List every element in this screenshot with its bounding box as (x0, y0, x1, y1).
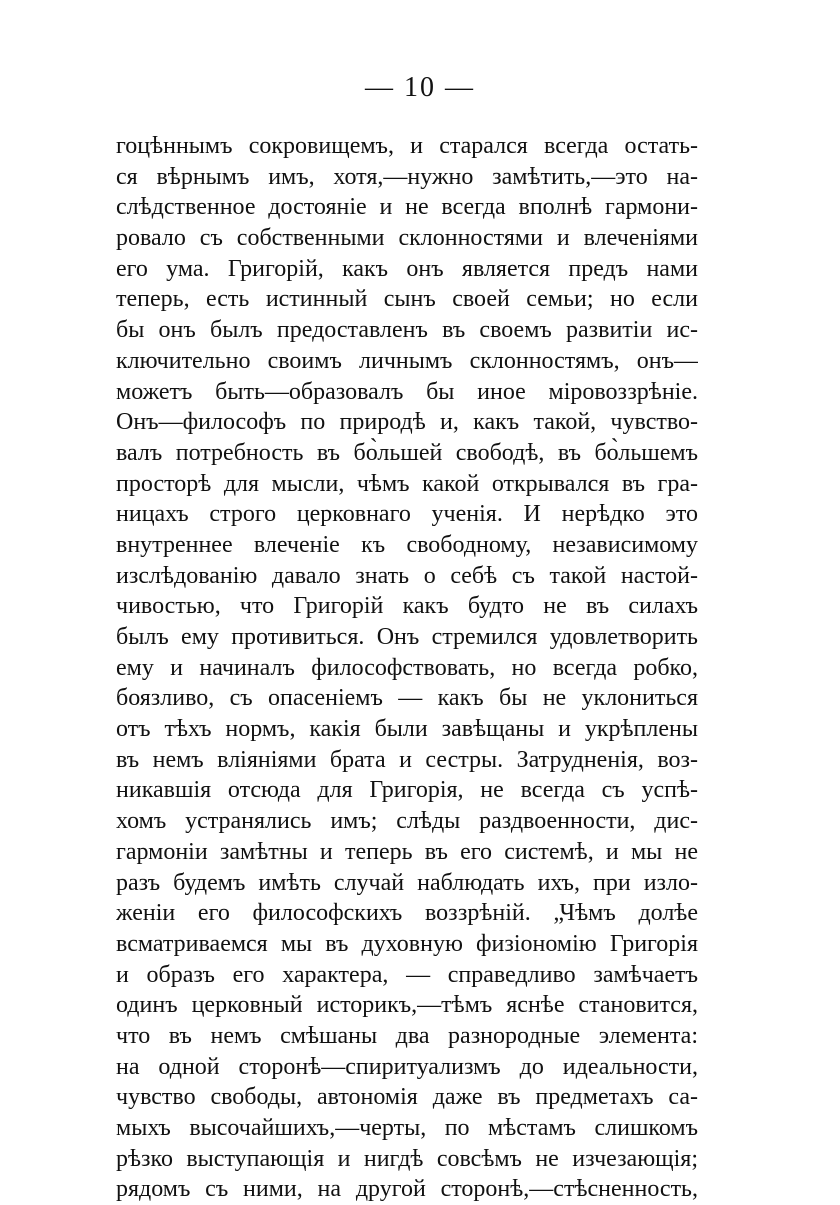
text-line: никавшія отсюда для Григорія, не всегда съ успѣ- (116, 777, 698, 804)
text-line: теперь, есть истинный сынъ своей семьи; но если (116, 286, 698, 313)
text-line: изслѣдованію давало знать о себѣ съ такой настой- (116, 562, 698, 589)
text-line: боязливо, съ опасеніемъ — какъ бы не уклониться (116, 685, 698, 712)
text-line: одинъ церковный историкъ,—тѣмъ яснѣе становится, (116, 992, 698, 1019)
text-line: ровало съ собственными склонностями и влеченіями (116, 225, 698, 252)
text-line: слѣдственное достояніе и не всегда вполнѣ гармони- (116, 194, 698, 221)
text-line: валъ потребность въ бо̀льшей свободѣ, въ бо̀льшемъ (116, 439, 698, 466)
text-line: его ума. Григорій, какъ онъ является предъ нами (116, 255, 698, 282)
text-line: разъ будемъ имѣть случай наблюдать ихъ, при изло- (116, 869, 698, 896)
text-line: былъ ему противиться. Онъ стремился удовлетворить (116, 624, 698, 650)
text-line: всматриваемся мы въ духовную физіономію Григорія (116, 930, 698, 957)
text-line: можетъ быть—образовалъ бы иное міровоззрѣніе. (116, 378, 698, 405)
text-line: рѣзко выступающія и нигдѣ совсѣмъ не изчезающія; (116, 1145, 698, 1172)
text-line: чувство свободы, автономія даже въ предметахъ са- (116, 1084, 698, 1111)
text-line: просторѣ для мысли, чѣмъ какой открывался въ гра- (116, 470, 698, 497)
text-line: чивостью, что Григорій какъ будто не въ силахъ (116, 593, 698, 620)
text-line: гармоніи замѣтны и теперь въ его системѣ, и мы не (116, 838, 698, 865)
text-line: мыхъ высочайшихъ,—черты, по мѣстамъ слишкомъ (116, 1115, 698, 1141)
text-line: внутреннее влеченіе къ свободному, независимому (116, 531, 698, 558)
text-line: отъ тѣхъ нормъ, какія были завѣщаны и укрѣплены (116, 716, 698, 743)
text-line: хомъ устранялись имъ; слѣды раздвоенности, дис- (116, 808, 698, 835)
text-line: на одной сторонѣ—спиритуализмъ до идеальности, (116, 1053, 698, 1080)
text-line: бы онъ былъ предоставленъ въ своемъ развитіи ис- (116, 317, 698, 344)
text-line: и образъ его характера, — справедливо замѣчаетъ (116, 961, 698, 988)
text-line: что въ немъ смѣшаны два разнородные элемента: (116, 1022, 698, 1049)
page-number: — 10 — (365, 72, 475, 103)
text-line: ключительно своимъ личнымъ склонностямъ, онъ— (116, 347, 698, 374)
text-line: женіи его философскихъ воззрѣній. „Чѣмъ долѣе (116, 900, 698, 927)
text-line: гоцѣннымъ сокровищемъ, и старался всегда остать- (116, 133, 698, 159)
text-line: ему и начиналъ философствовать, но всегда робко, (116, 654, 698, 681)
text-line: въ немъ вліяніями брата и сестры. Затрудненія, воз- (116, 746, 698, 773)
text-line: рядомъ съ ними, на другой сторонѣ,—стѣсненность, (116, 1176, 698, 1203)
body-text (116, 131, 698, 1205)
text-line: Онъ—философъ по природѣ и, какъ такой, чувство- (116, 409, 698, 436)
text-line: ницахъ строго церковнаго ученія. И нерѣдко это (116, 501, 698, 528)
text-line: ся вѣрнымъ имъ, хотя,—нужно замѣтить,—это на- (116, 163, 698, 190)
